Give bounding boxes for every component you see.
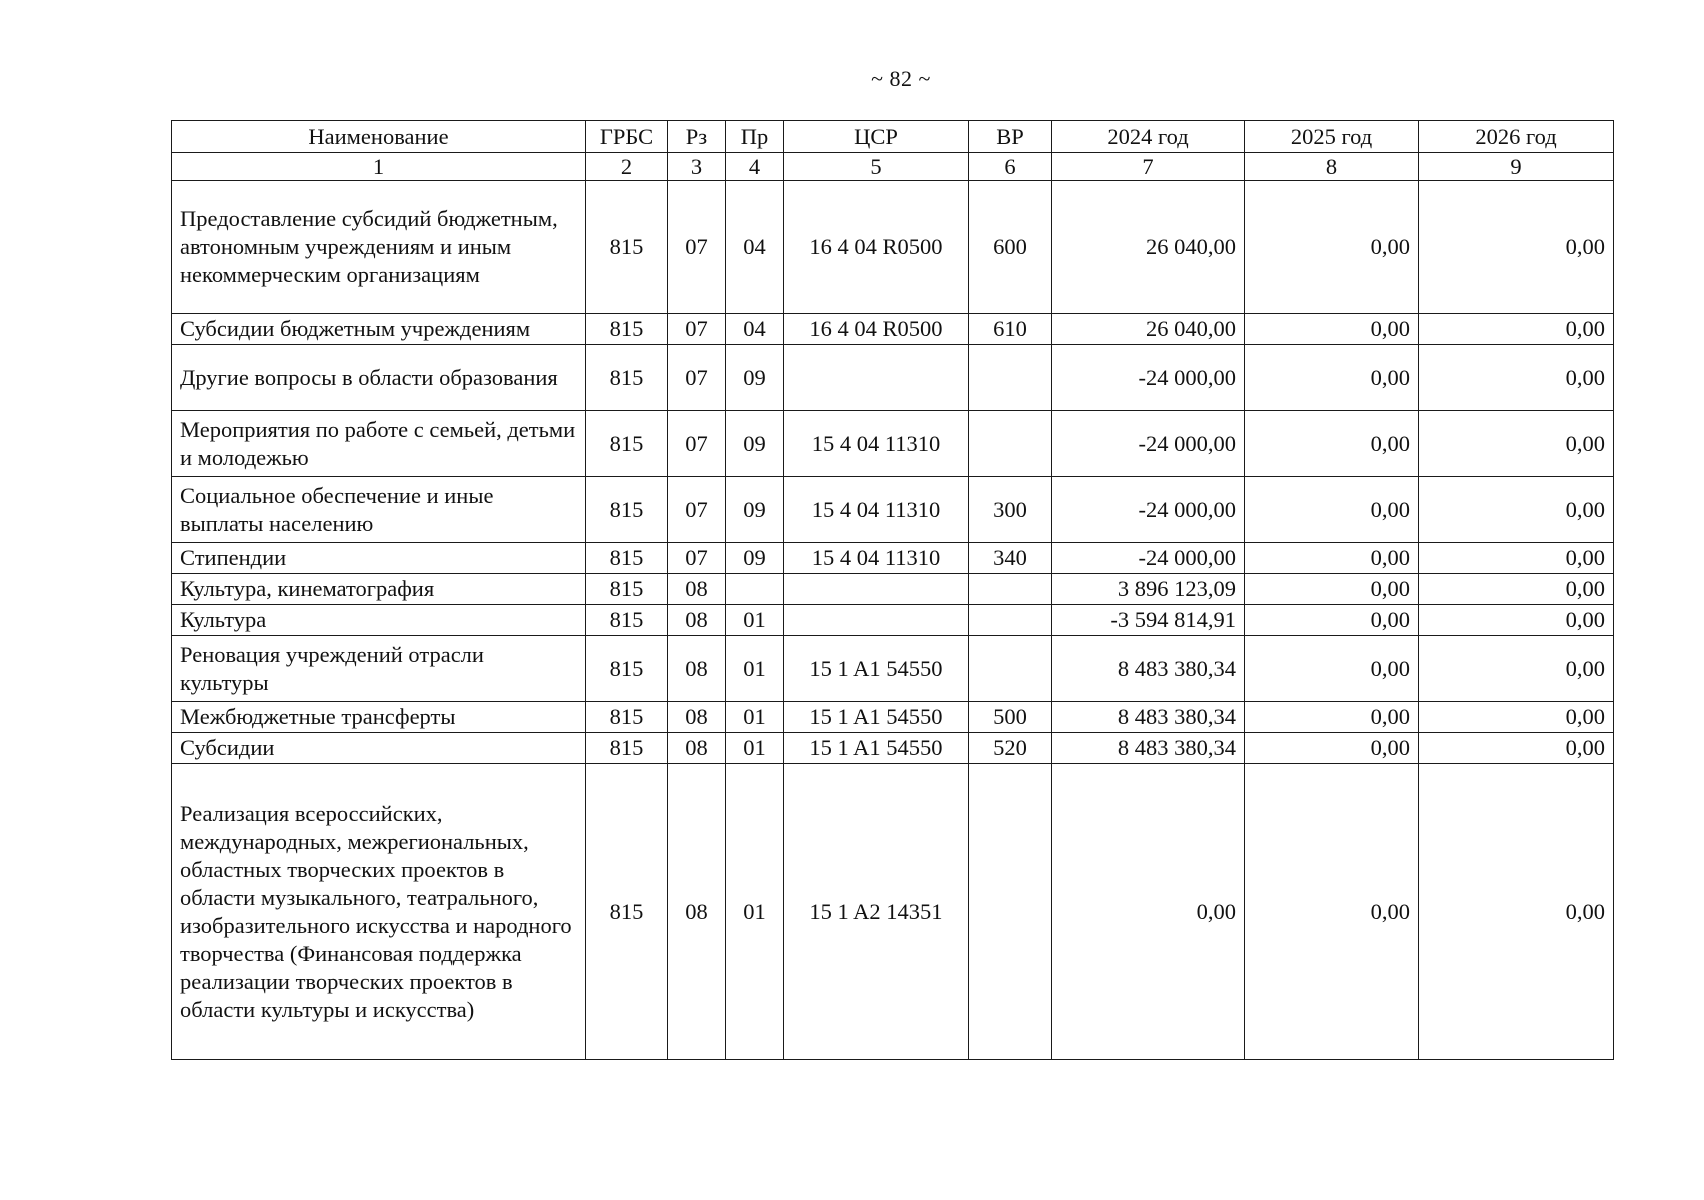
budget-table (171, 120, 1614, 1060)
row-csr: 15 1 A1 54550 (784, 636, 969, 702)
header-csr: ЦСР (784, 121, 969, 153)
column-number: 7 (1052, 153, 1245, 181)
row-rz: 08 (668, 764, 726, 1060)
row-csr: 15 1 A1 54550 (784, 702, 969, 733)
row-2026: 0,00 (1419, 574, 1614, 605)
row-2024: 8 483 380,34 (1052, 733, 1245, 764)
row-2025: 0,00 (1245, 605, 1419, 636)
header-row (172, 121, 1614, 153)
row-2025: 0,00 (1245, 764, 1419, 1060)
row-2024: 8 483 380,34 (1052, 636, 1245, 702)
row-pr: 09 (726, 477, 784, 543)
row-csr: 16 4 04 R0500 (784, 181, 969, 314)
table-row (172, 733, 1614, 764)
header-2025: 2025 год (1245, 121, 1419, 153)
row-grbs: 815 (586, 764, 668, 1060)
row-rz: 07 (668, 543, 726, 574)
row-name: Культура (172, 605, 586, 636)
column-number: 3 (668, 153, 726, 181)
row-rz: 08 (668, 636, 726, 702)
row-name: Реновация учреждений отрасли культуры (172, 636, 586, 702)
row-2026: 0,00 (1419, 764, 1614, 1060)
column-number: 9 (1419, 153, 1614, 181)
row-2024: -24 000,00 (1052, 543, 1245, 574)
row-rz: 08 (668, 605, 726, 636)
table-row (172, 314, 1614, 345)
row-pr: 04 (726, 181, 784, 314)
row-csr: 15 4 04 11310 (784, 543, 969, 574)
row-grbs: 815 (586, 181, 668, 314)
row-2025: 0,00 (1245, 702, 1419, 733)
row-vr: 340 (969, 543, 1052, 574)
row-2026: 0,00 (1419, 702, 1614, 733)
table-row (172, 477, 1614, 543)
page-number: ~ 82 ~ (871, 66, 931, 91)
row-csr: 15 4 04 11310 (784, 411, 969, 477)
table-row (172, 702, 1614, 733)
row-rz: 08 (668, 733, 726, 764)
row-name: Предоставление субсидий бюджетным, автономным учреждениям и иным некоммерческим организациям (172, 181, 586, 314)
row-csr (784, 574, 969, 605)
row-2025: 0,00 (1245, 181, 1419, 314)
row-pr (726, 574, 784, 605)
row-vr: 300 (969, 477, 1052, 543)
row-name: Стипендии (172, 543, 586, 574)
row-2026: 0,00 (1419, 543, 1614, 574)
row-2025: 0,00 (1245, 345, 1419, 411)
row-name: Субсидии бюджетным учреждениям (172, 314, 586, 345)
row-2024: 26 040,00 (1052, 181, 1245, 314)
row-2025: 0,00 (1245, 477, 1419, 543)
row-vr (969, 636, 1052, 702)
row-grbs: 815 (586, 574, 668, 605)
row-2026: 0,00 (1419, 733, 1614, 764)
row-csr (784, 605, 969, 636)
row-csr (784, 345, 969, 411)
row-csr: 15 1 A1 54550 (784, 733, 969, 764)
row-csr: 16 4 04 R0500 (784, 314, 969, 345)
table-row (172, 181, 1614, 314)
header-name: Наименование (172, 121, 586, 153)
table-row (172, 411, 1614, 477)
row-name: Культура, кинематография (172, 574, 586, 605)
row-grbs: 815 (586, 702, 668, 733)
row-name: Мероприятия по работе с семьей, детьми и молодежью (172, 411, 586, 477)
row-pr: 09 (726, 411, 784, 477)
table-row (172, 543, 1614, 574)
row-name: Субсидии (172, 733, 586, 764)
row-rz: 07 (668, 314, 726, 345)
row-2026: 0,00 (1419, 605, 1614, 636)
header-rz: Рз (668, 121, 726, 153)
table-row (172, 636, 1614, 702)
row-vr (969, 345, 1052, 411)
row-rz: 07 (668, 345, 726, 411)
table-row (172, 345, 1614, 411)
row-vr: 500 (969, 702, 1052, 733)
row-pr: 01 (726, 733, 784, 764)
column-number-row (172, 153, 1614, 181)
header-vr: ВР (969, 121, 1052, 153)
table-row (172, 574, 1614, 605)
row-grbs: 815 (586, 733, 668, 764)
row-vr: 610 (969, 314, 1052, 345)
row-2026: 0,00 (1419, 345, 1614, 411)
row-vr (969, 411, 1052, 477)
row-grbs: 815 (586, 636, 668, 702)
column-number: 5 (784, 153, 969, 181)
header-pr: Пр (726, 121, 784, 153)
row-2025: 0,00 (1245, 314, 1419, 345)
row-2025: 0,00 (1245, 733, 1419, 764)
row-2024: -24 000,00 (1052, 477, 1245, 543)
row-2026: 0,00 (1419, 636, 1614, 702)
row-csr: 15 4 04 11310 (784, 477, 969, 543)
row-grbs: 815 (586, 345, 668, 411)
row-2024: 26 040,00 (1052, 314, 1245, 345)
row-grbs: 815 (586, 543, 668, 574)
row-rz: 07 (668, 181, 726, 314)
row-2025: 0,00 (1245, 411, 1419, 477)
row-rz: 07 (668, 411, 726, 477)
row-vr: 600 (969, 181, 1052, 314)
row-2024: -3 594 814,91 (1052, 605, 1245, 636)
row-2024: 3 896 123,09 (1052, 574, 1245, 605)
row-2026: 0,00 (1419, 477, 1614, 543)
row-pr: 01 (726, 605, 784, 636)
row-name: Социальное обеспечение и иные выплаты населению (172, 477, 586, 543)
header-grbs: ГРБС (586, 121, 668, 153)
row-grbs: 815 (586, 605, 668, 636)
row-grbs: 815 (586, 477, 668, 543)
row-name: Межбюджетные трансферты (172, 702, 586, 733)
row-pr: 04 (726, 314, 784, 345)
row-2026: 0,00 (1419, 411, 1614, 477)
row-2024: -24 000,00 (1052, 345, 1245, 411)
row-pr: 01 (726, 764, 784, 1060)
table-row (172, 605, 1614, 636)
header-2024: 2024 год (1052, 121, 1245, 153)
row-grbs: 815 (586, 411, 668, 477)
row-2024: 0,00 (1052, 764, 1245, 1060)
column-number: 6 (969, 153, 1052, 181)
row-pr: 01 (726, 702, 784, 733)
table-row (172, 764, 1614, 1060)
column-number: 2 (586, 153, 668, 181)
column-number: 8 (1245, 153, 1419, 181)
column-number: 4 (726, 153, 784, 181)
row-rz: 08 (668, 574, 726, 605)
row-name: Другие вопросы в области образования (172, 345, 586, 411)
row-grbs: 815 (586, 314, 668, 345)
row-2025: 0,00 (1245, 574, 1419, 605)
row-csr: 15 1 A2 14351 (784, 764, 969, 1060)
row-rz: 07 (668, 477, 726, 543)
row-vr (969, 764, 1052, 1060)
row-vr (969, 605, 1052, 636)
row-2024: -24 000,00 (1052, 411, 1245, 477)
row-pr: 01 (726, 636, 784, 702)
row-vr: 520 (969, 733, 1052, 764)
row-pr: 09 (726, 345, 784, 411)
header-2026: 2026 год (1419, 121, 1614, 153)
row-2026: 0,00 (1419, 181, 1614, 314)
row-2025: 0,00 (1245, 543, 1419, 574)
row-2025: 0,00 (1245, 636, 1419, 702)
row-2024: 8 483 380,34 (1052, 702, 1245, 733)
budget-table-container (171, 120, 1613, 1060)
row-rz: 08 (668, 702, 726, 733)
row-vr (969, 574, 1052, 605)
row-pr: 09 (726, 543, 784, 574)
row-2026: 0,00 (1419, 314, 1614, 345)
column-number: 1 (172, 153, 586, 181)
row-name: Реализация всероссийских, международных, межрегиональных, областных творческих проектов в области музыкального, театрального, изобразительного искусства и народного творчества (Финансовая поддержка реализации творческих проектов в области культуры и искусства) (172, 764, 586, 1060)
